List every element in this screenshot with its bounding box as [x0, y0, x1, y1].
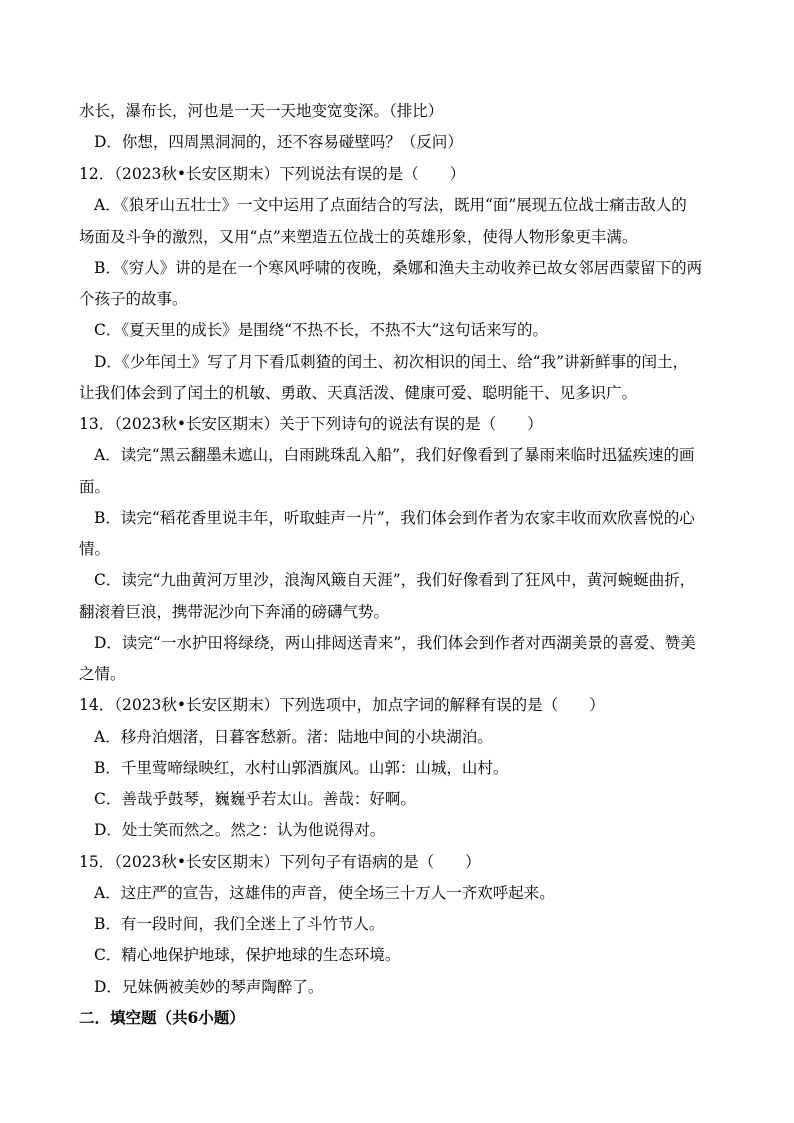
option-d: D．你想，四周黑洞洞的，还不容易碰壁吗？（反问） [94, 133, 463, 151]
option-d-continued: 之情。 [79, 665, 126, 683]
question-12-stem: 12．（2023秋•长安区期末）下列说法有误的是（ ） [79, 165, 466, 183]
option-b: B．千里莺啼绿映红，水村山郭酒旗风。山郭：山城，山村。 [94, 759, 509, 777]
option-c: C．《夏天里的成长》是围绕“不热不长，不热不大”这句话来写的。 [94, 321, 548, 339]
question-15-stem: 15．（2023秋•长安区期末）下列句子有语病的是（ ） [79, 853, 481, 871]
option-a: A．移舟泊烟渚，日暮客愁新。渚：陆地中间的小块湖泊。 [94, 728, 493, 746]
option-c: C．善哉乎鼓琴，巍巍乎若太山。善哉：好啊。 [94, 790, 416, 808]
option-c: C．精心地保护地球，保护地球的生态环境。 [94, 946, 401, 964]
option-a-continued: 面。 [79, 478, 111, 496]
option-a-continued: 场面及斗争的激烈，又用“点”来塑造五位战士的英雄形象，使得人物形象更丰满。 [79, 228, 638, 246]
option-d: D．处士笑而然之。然之：认为他说得对。 [94, 821, 386, 839]
option-c-continued: 翻滚着巨浪，携带泥沙向下奔涌的磅礴气势。 [79, 603, 390, 621]
option-a: A．这庄严的宣告，这雄伟的声音，使全场三十万人一齐欢呼起来。 [94, 884, 555, 902]
option-a: A．《狼牙山五壮士》一文中运用了点面结合的写法，既用“面”展现五位战士痛击敌人的 [94, 196, 687, 214]
option-d-continued: 让我们体会到了闰土的机敏、勇敢、天真活泼、健康可爱、聪明能干、见多识广。 [79, 384, 638, 402]
option-a: A．读完“黑云翻墨未遮山，白雨跳珠乱入船”，我们好像看到了暴雨来临时迅猛疾速的画 [94, 446, 695, 464]
option-b: B．有一段时间，我们全迷上了斗竹节人。 [94, 915, 385, 933]
question-14-stem: 14．（2023秋•长安区期末）下列选项中，加点字词的解释有误的是（ ） [79, 696, 605, 714]
question-13-stem: 13．（2023秋•长安区期末）关于下列诗句的说法有误的是（ ） [79, 415, 543, 433]
option-c: C．读完“九曲黄河万里沙，浪淘风簸自天涯”，我们好像看到了狂风中，黄河蜿蜒曲折， [94, 571, 696, 589]
option-d: D．《少年闰土》写了月下看瓜刺猹的闰土、初次相识的闰土、给“我”讲新鲜事的闰土， [94, 353, 689, 371]
option-b-continued: 情。 [79, 540, 111, 558]
option-d: D．读完“一水护田将绿绕，两山排闼送青来”，我们体会到作者对西湖美景的喜爱、赞美 [94, 634, 696, 652]
text-line: 水长，瀑布长，河也是一天一天地变宽变深。（排比） [79, 102, 444, 120]
option-d: D．兄妹俩被美妙的琴声陶醉了。 [94, 978, 324, 996]
option-b: B．读完“稻花香里说丰年，听取蛙声一片”，我们体会到作者为农家丰收而欢欣喜悦的心 [94, 509, 695, 527]
section-heading: 二．填空题（共6小题） [79, 1008, 245, 1027]
option-b: B．《穷人》讲的是在一个寒风呼啸的夜晚，桑娜和渔夫主动收养已故女邻居西蒙留下的两 [94, 259, 703, 277]
option-b-continued: 个孩子的故事。 [79, 290, 188, 308]
